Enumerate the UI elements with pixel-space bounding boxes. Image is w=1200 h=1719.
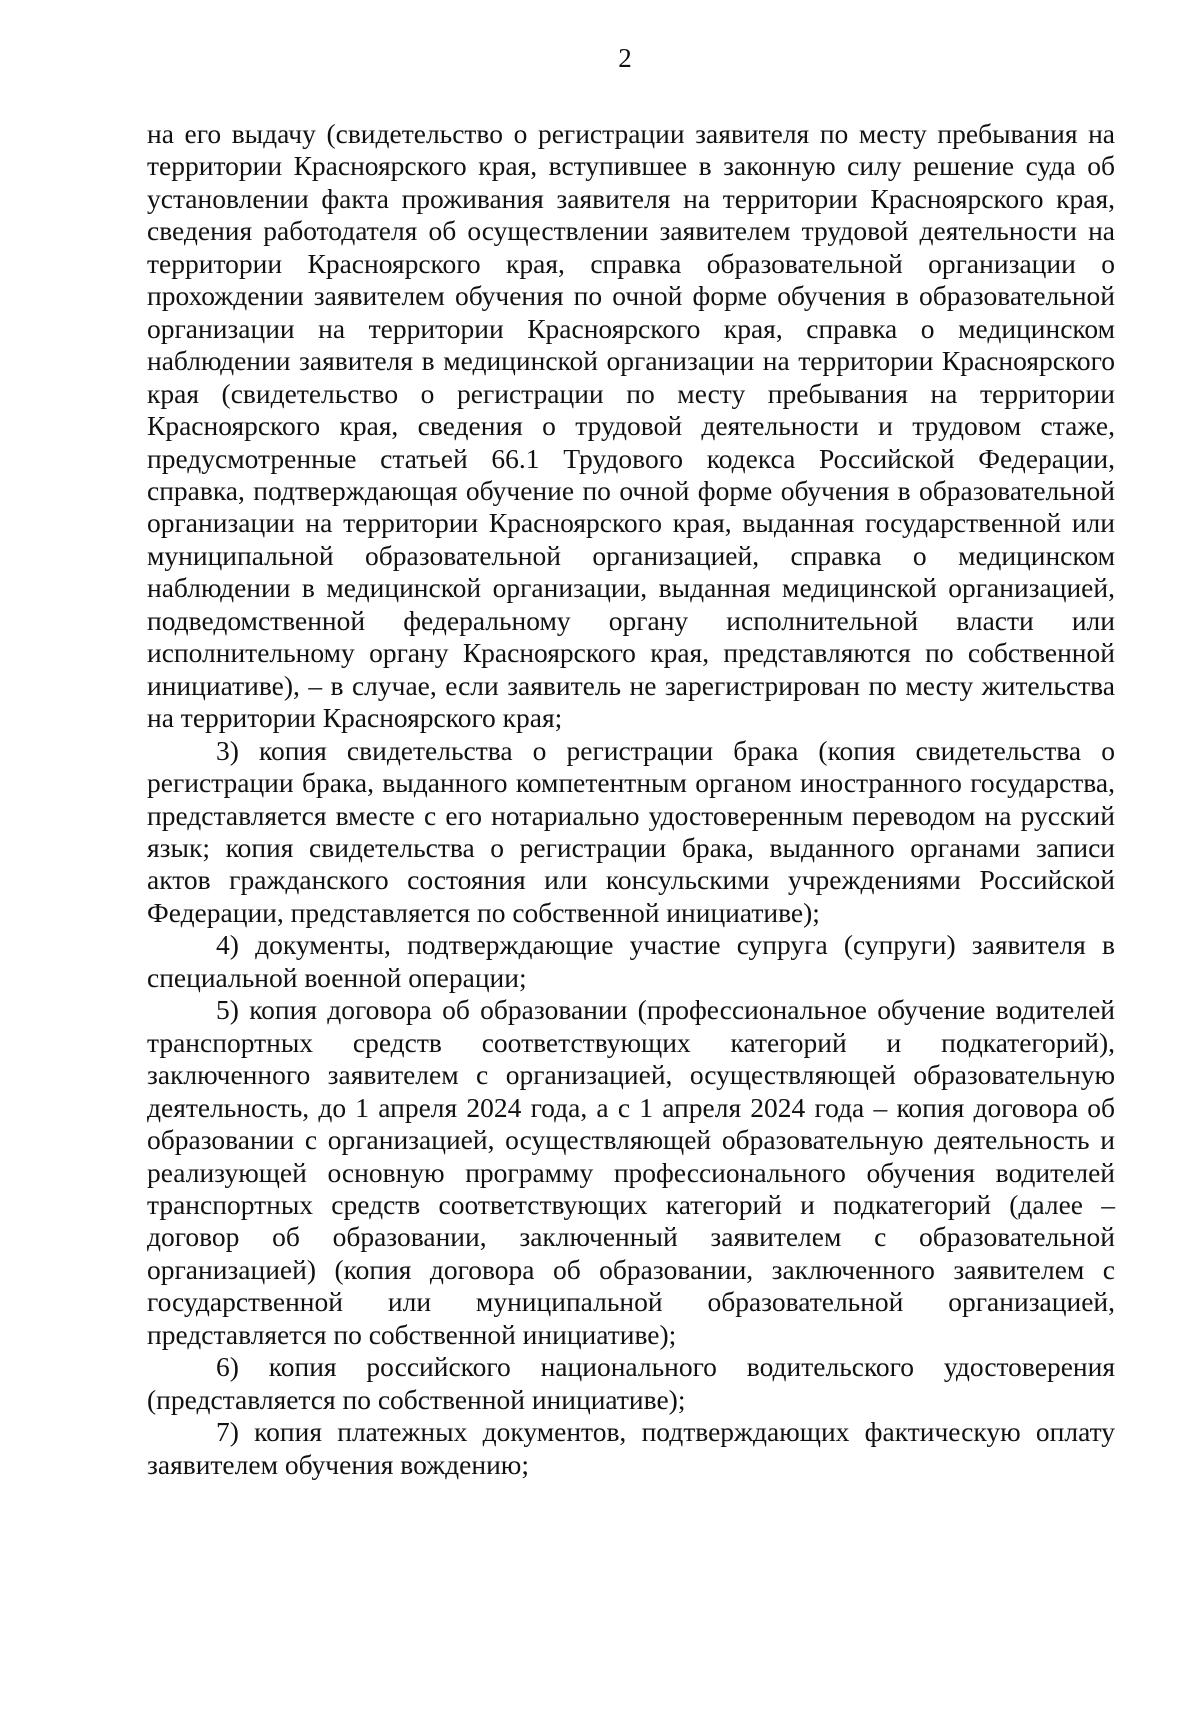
paragraph-item-4: 4) документы, подтверждающие участие супруга (супруги) заявителя в специальной военной операции; — [147, 929, 1115, 993]
paragraph-item-7: 7) копия платежных документов, подтверждающих фактическую оплату заявителем обучения вождению; — [147, 1416, 1115, 1480]
paragraph-continuation: на его выдачу (свидетельство о регистрации заявителя по месту пребывания на территории Красноярского края, вступившее в законную силу решение суда об установлении факта проживания заявителя на территории Красноярского края, сведения работодателя об осуществлении заявителем трудовой деятельности на территории Красноярского края, справка образовательной организации о прохождении заявителем обучения по очной форме обучения в образовательной организации на территории Красноярского края, справка о медицинском наблюдении заявителя в медицинской организации на территории Красноярского края (свидетельство о регистрации по месту пребывания на территории Красноярского края, сведения о трудовой деятельности и трудовом стаже, предусмотренные статьей 66.1 Трудового кодекса Российской Федерации, справка, подтверждающая обучение по очной форме обучения в образовательной организации на территории Красноярского края, выданная государственной или муниципальной образовательной организацией, справка о медицинском наблюдении в медицинской организации, выданная медицинской организацией, подведомственной федеральному органу исполнительной власти или исполнительному органу Красноярского края, представляются по собственной инициативе), – в случае, если заявитель не зарегистрирован по месту жительства на территории Красноярского края; — [147, 118, 1115, 734]
paragraph-item-3: 3) копия свидетельства о регистрации брака (копия свидетельства о регистрации брака, выданного компетентным органом иностранного государства, представляется вместе с его нотариально удостоверенным переводом на русский язык; копия свидетельства о регистрации брака, выданного органами записи актов гражданского состояния или консульскими учреждениями Российской Федерации, представляется по собственной инициативе); — [147, 734, 1115, 928]
page-number: 2 — [618, 43, 632, 73]
paragraph-item-5: 5) копия договора об образовании (профессиональное обучение водителей транспортных средств соответствующих категорий и подкатегорий), заключенного заявителем с организацией, осуществляющей образовательную деятельность, до 1 апреля 2024 года, а с 1 апреля 2024 года – копия договора об образовании с организацией, осуществляющей образовательную деятельность и реализующей основную программу профессионального обучения водителей транспортных средств соответствующих категорий и подкатегорий (далее – договор об образовании, заключенный заявителем с образовательной организацией) (копия договора об образовании, заключенного заявителем с государственной или муниципальной образовательной организацией, представляется по собственной инициативе); — [147, 994, 1115, 1350]
paragraph-item-6: 6) копия российского национального водительского удостоверения (представляется по собственной инициативе); — [147, 1351, 1115, 1415]
document-body — [147, 118, 1115, 1481]
